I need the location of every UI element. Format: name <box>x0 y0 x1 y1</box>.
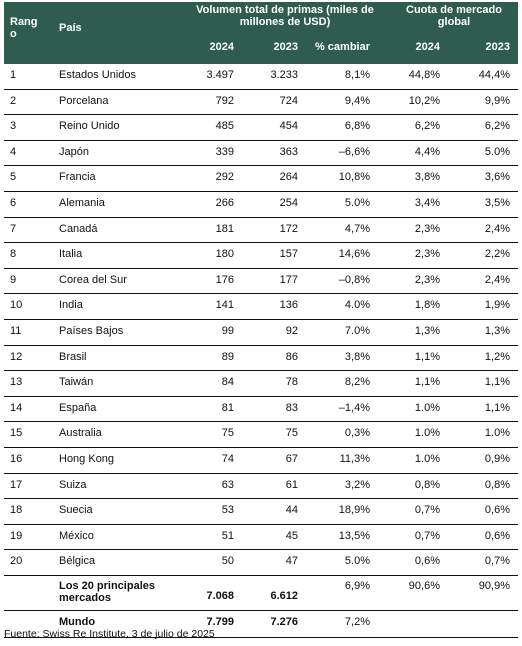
rank-cell: 8 <box>10 248 17 261</box>
table-body <box>4 64 518 576</box>
table-row <box>4 218 518 244</box>
share-2023-cell: 9,9% <box>484 94 510 107</box>
country-cell: Taiwán <box>59 376 94 389</box>
volume-2024-cell: 81 <box>221 401 234 414</box>
change-cell: 7.0% <box>344 324 370 337</box>
share-2023-cell: 2,4% <box>484 273 510 286</box>
share-2024-cell: 1.0% <box>414 427 440 440</box>
rank-cell: 12 <box>10 350 23 363</box>
volume-2023-cell: 454 <box>279 120 298 133</box>
share-2024-cell: 1,3% <box>414 324 440 337</box>
country-cell: Brasil <box>59 350 87 363</box>
share-2023-cell: 1.0% <box>484 427 510 440</box>
change-cell: 9,4% <box>344 94 370 107</box>
country-cell: México <box>59 529 94 542</box>
country-cell: India <box>59 299 83 312</box>
table-row <box>4 269 518 295</box>
world-label: Mundo <box>59 615 96 628</box>
change-cell: 4.0% <box>344 299 370 312</box>
top20-v2023: 6.612 <box>270 589 298 602</box>
share-2023-cell: 0,9% <box>484 452 510 465</box>
country-cell: Suecia <box>59 504 93 517</box>
world-change: 7,2% <box>344 615 370 628</box>
volume-2024-cell: 141 <box>215 299 234 312</box>
volume-2024-cell: 89 <box>221 350 234 363</box>
change-cell: 13,5% <box>338 529 370 542</box>
country-header: País <box>59 22 82 34</box>
country-cell: Francia <box>59 171 96 184</box>
share-2024-cell: 4,4% <box>414 145 440 158</box>
rank-cell: 16 <box>10 452 23 465</box>
country-cell: Suiza <box>59 478 87 491</box>
table-row <box>4 371 518 397</box>
country-cell: España <box>59 401 97 414</box>
table-row <box>4 90 518 116</box>
share-2024-cell: 0,7% <box>414 529 440 542</box>
table-row <box>4 448 518 474</box>
volume-2023-cell: 172 <box>279 222 298 235</box>
volume-2023-cell: 92 <box>285 324 298 337</box>
rank-cell: 13 <box>10 376 23 389</box>
volume-2024-cell: 181 <box>215 222 234 235</box>
world-v2023: 7.276 <box>270 615 298 628</box>
rank-cell: 6 <box>10 196 17 209</box>
volume-2023-cell: 61 <box>285 478 298 491</box>
country-cell: Reino Unido <box>59 120 120 133</box>
share-2023-cell: 1,3% <box>484 324 510 337</box>
share-2024-cell: 3,4% <box>414 196 440 209</box>
country-cell: Bélgica <box>59 555 96 568</box>
volume-2023-cell: 83 <box>285 401 298 414</box>
volume-2024-cell: 53 <box>221 504 234 517</box>
share-2024-cell: 6,2% <box>414 120 440 133</box>
volume-2023-cell: 363 <box>279 145 298 158</box>
share-2023-cell: 0,6% <box>484 504 510 517</box>
volume-2024-cell: 339 <box>215 145 234 158</box>
share-2024-cell: 2,3% <box>414 273 440 286</box>
rank-cell: 3 <box>10 120 17 133</box>
share-2023-cell: 0,6% <box>484 529 510 542</box>
volume-2023-cell: 44 <box>285 504 298 517</box>
change-header: % cambiar <box>314 41 370 53</box>
rank-cell: 7 <box>10 222 17 235</box>
share-2023-cell: 44,4% <box>478 69 510 81</box>
volume-2023-cell: 157 <box>279 248 298 261</box>
table-row <box>4 141 518 167</box>
volume-2024-cell: 176 <box>215 273 234 286</box>
share-2023-cell: 2,4% <box>484 222 510 235</box>
share-2024-cell: 44,8% <box>408 69 440 81</box>
share-2024-cell: 1,1% <box>414 350 440 363</box>
share-2024-cell: 0,8% <box>414 478 440 491</box>
volume-2023-header: 2023 <box>273 41 298 53</box>
top20-v2024: 7.068 <box>206 589 234 602</box>
share-2024-cell: 1.0% <box>414 452 440 465</box>
share-2024-cell: 1,8% <box>414 299 440 312</box>
volume-2023-cell: 264 <box>279 171 298 184</box>
source-note: Fuente: Swiss Re Institute, 3 de julio de 2025 <box>4 628 215 640</box>
premium-table <box>4 2 518 638</box>
table-row <box>4 474 518 500</box>
change-cell: 10,8% <box>338 171 370 184</box>
volume-2024-cell: 180 <box>215 248 234 261</box>
volume-2023-cell: 86 <box>285 350 298 363</box>
share-2023-cell: 1,9% <box>484 299 510 312</box>
change-cell: 8,2% <box>344 376 370 389</box>
volume-2024-cell: 99 <box>221 324 234 337</box>
change-cell: –1,4% <box>338 401 370 414</box>
table-row <box>4 294 518 320</box>
country-cell: Corea del Sur <box>59 273 127 286</box>
share-2024-cell: 10,2% <box>408 94 440 107</box>
change-cell: 5.0% <box>344 555 370 568</box>
table-row <box>4 422 518 448</box>
change-cell: 14,6% <box>338 248 370 261</box>
share-2023-cell: 1,1% <box>484 401 510 414</box>
share-group-header: Cuota de mercado global <box>406 4 502 28</box>
share-2023-cell: 3,5% <box>484 196 510 209</box>
top20-label: Los 20 principales mercados <box>59 579 155 604</box>
volume-2023-cell: 3.233 <box>270 69 298 81</box>
country-cell: Porcelana <box>59 94 109 107</box>
country-cell: Estados Unidos <box>59 69 137 81</box>
share-2023-cell: 0,8% <box>484 478 510 491</box>
country-cell: Países Bajos <box>59 324 124 337</box>
table-row <box>4 397 518 423</box>
volume-2023-cell: 45 <box>285 529 298 542</box>
volume-2024-cell: 50 <box>221 555 234 568</box>
share-2024-header: 2024 <box>415 41 440 53</box>
change-cell: 11,3% <box>339 452 370 465</box>
volume-2024-cell: 292 <box>215 171 234 184</box>
rank-cell: 14 <box>10 401 23 414</box>
volume-2024-cell: 75 <box>221 427 234 440</box>
country-cell: Japón <box>59 145 89 158</box>
share-2024-cell: 0,6% <box>414 555 440 568</box>
volume-2024-cell: 63 <box>221 478 234 491</box>
change-cell: –6,6% <box>338 145 370 158</box>
rank-cell: 15 <box>10 427 23 440</box>
share-2023-cell: 1,2% <box>484 350 510 363</box>
change-cell: 4,7% <box>344 222 370 235</box>
share-2023-cell: 2,2% <box>484 248 510 261</box>
volume-2024-cell: 485 <box>215 120 234 133</box>
share-2024-cell: 1,1% <box>414 376 440 389</box>
change-cell: 0,3% <box>344 427 370 440</box>
share-2024-cell: 2,3% <box>414 222 440 235</box>
rank-cell: 5 <box>10 171 17 184</box>
share-2023-cell: 0,7% <box>484 555 510 568</box>
rank-cell: 4 <box>10 145 17 158</box>
change-cell: 18,9% <box>338 504 370 517</box>
volume-2023-cell: 254 <box>279 196 298 209</box>
rank-cell: 2 <box>10 94 17 107</box>
volume-2023-cell: 177 <box>279 273 298 286</box>
share-2023-cell: 1,1% <box>484 376 510 389</box>
change-cell: 3,8% <box>344 350 370 363</box>
change-cell: 5.0% <box>344 196 370 209</box>
table-row <box>4 550 518 576</box>
volume-2023-cell: 75 <box>285 427 298 440</box>
table-row <box>4 346 518 372</box>
volume-2024-cell: 84 <box>221 376 234 389</box>
top20-share-2023: 90,9% <box>478 579 510 592</box>
top20-change: 6,9% <box>344 579 370 592</box>
country-cell: Hong Kong <box>59 452 115 465</box>
country-cell: Alemania <box>59 196 105 209</box>
rank-cell: 17 <box>10 478 23 491</box>
share-2023-cell: 3,6% <box>484 171 510 184</box>
table-row <box>4 115 518 141</box>
change-cell: 6,8% <box>344 120 370 133</box>
world-v2024: 7.799 <box>206 615 234 628</box>
country-cell: Australia <box>59 427 102 440</box>
share-2023-cell: 5.0% <box>484 145 510 158</box>
share-2024-cell: 3,8% <box>414 171 440 184</box>
table-row <box>4 243 518 269</box>
volume-2024-cell: 3.497 <box>206 69 234 81</box>
rank-cell: 10 <box>10 299 23 312</box>
share-2024-cell: 2,3% <box>414 248 440 261</box>
top20-share-2024: 90,6% <box>408 579 440 592</box>
volume-2024-cell: 51 <box>221 529 234 542</box>
table-header <box>4 2 518 64</box>
share-2024-cell: 0,7% <box>414 504 440 517</box>
top20-row <box>4 576 518 611</box>
change-cell: –0,8% <box>338 273 370 286</box>
volume-2024-cell: 266 <box>215 196 234 209</box>
share-2023-header: 2023 <box>485 41 510 53</box>
rank-cell: 9 <box>10 273 17 286</box>
share-2023-cell: 6,2% <box>484 120 510 133</box>
rank-cell: 1 <box>10 69 17 81</box>
country-cell: Canadá <box>59 222 98 235</box>
table-row <box>4 192 518 218</box>
rank-cell: 19 <box>10 529 23 542</box>
country-cell: Italia <box>59 248 83 261</box>
rank-cell: 20 <box>10 555 23 568</box>
share-2024-cell: 1.0% <box>414 401 440 414</box>
table-row <box>4 320 518 346</box>
volume-2024-cell: 74 <box>221 452 234 465</box>
rank-cell: 18 <box>10 504 23 517</box>
volume-2024-cell: 792 <box>215 94 234 107</box>
volume-2023-cell: 67 <box>285 452 298 465</box>
volume-group-header: Volumen total de primas (miles de millones de USD) <box>196 4 374 28</box>
rank-header: Rang o <box>10 16 38 40</box>
table-row <box>4 64 518 90</box>
rank-cell: 11 <box>10 324 22 337</box>
change-cell: 8,1% <box>344 69 370 81</box>
change-cell: 3,2% <box>344 478 370 491</box>
volume-2023-cell: 47 <box>285 555 298 568</box>
volume-2023-cell: 78 <box>285 376 298 389</box>
volume-2023-cell: 724 <box>279 94 298 107</box>
volume-2023-cell: 136 <box>279 299 298 312</box>
table-row <box>4 166 518 192</box>
table-row <box>4 499 518 525</box>
volume-2024-header: 2024 <box>209 41 234 53</box>
table-row <box>4 525 518 551</box>
